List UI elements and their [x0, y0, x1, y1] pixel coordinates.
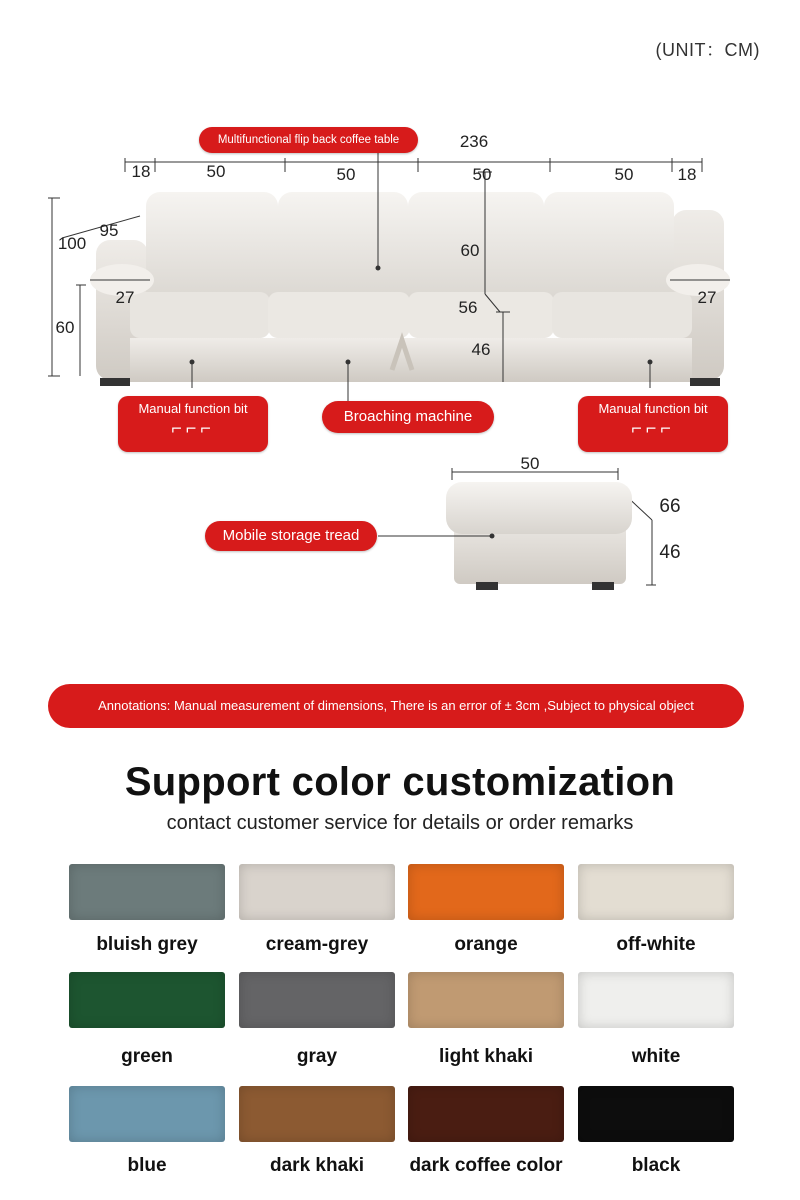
- dim-ottoman-width: 50: [520, 454, 540, 473]
- color-swatch[interactable]: [578, 1086, 734, 1142]
- dim-seat4: 50: [614, 165, 634, 184]
- measurement-notice: Annotations: Manual measurement of dimensions, There is an error of ± 3cm ,Subject to physical object: [48, 684, 744, 728]
- color-swatch[interactable]: [239, 864, 395, 920]
- color-swatch-label: green: [121, 1046, 173, 1067]
- dim-arm-right: 18: [677, 165, 697, 184]
- dim-back-height: 60: [460, 241, 480, 260]
- dim-total-width: 236: [459, 132, 489, 151]
- dim-seat-height: 46: [471, 340, 491, 359]
- callout-manual-left-label: Manual function bit: [138, 401, 248, 416]
- color-swatch-label: off-white: [616, 934, 696, 955]
- dim-ottoman-height: 46: [659, 542, 681, 563]
- callout-storage: Mobile storage tread: [205, 521, 377, 551]
- ottoman-illustration: [378, 468, 656, 590]
- dim-seat3: 50: [472, 165, 492, 184]
- callout-manual-right-label: Manual function bit: [598, 401, 708, 416]
- color-swatch-label: blue: [127, 1155, 167, 1176]
- color-swatch-label: gray: [296, 1046, 338, 1067]
- callout-coffee-table: Multifunctional flip back coffee table: [199, 127, 418, 153]
- dim-height: 100: [57, 234, 87, 253]
- color-swatch[interactable]: [69, 1086, 225, 1142]
- dim-arm-left: 18: [131, 162, 151, 181]
- color-swatch[interactable]: [239, 972, 395, 1028]
- color-swatch[interactable]: [408, 864, 564, 920]
- dim-seat1: 50: [206, 162, 226, 181]
- page-title: Support color customization: [124, 760, 676, 804]
- page-subtitle: contact customer service for details or order remarks: [166, 812, 634, 834]
- callout-manual-right: [578, 396, 728, 452]
- dim-arm-height: 60: [55, 318, 75, 337]
- color-swatch[interactable]: [239, 1086, 395, 1142]
- dim-ottoman-depth: 66: [659, 496, 681, 517]
- dim-seat-depth: 56: [458, 298, 478, 317]
- color-swatch[interactable]: [408, 1086, 564, 1142]
- recliner-positions-icon: ⌐⌐⌐: [631, 418, 675, 438]
- color-swatch-label: cream-grey: [265, 934, 369, 955]
- callout-broaching: Broaching machine: [322, 401, 494, 433]
- color-swatch[interactable]: [408, 972, 564, 1028]
- unit-label: (UNIT：CM): [655, 40, 760, 60]
- color-swatch-label: white: [631, 1046, 681, 1067]
- color-swatch-label: black: [631, 1155, 681, 1176]
- sofa-dimension-diagram: [0, 120, 800, 600]
- sofa-illustration: [90, 192, 730, 386]
- recliner-positions-icon: ⌐⌐⌐: [171, 418, 215, 438]
- color-swatch-label: dark khaki: [270, 1155, 364, 1176]
- color-swatch[interactable]: [578, 864, 734, 920]
- dim-arm-width-left: 27: [115, 288, 135, 307]
- color-swatch-label: light khaki: [439, 1046, 533, 1067]
- dim-depth: 95: [99, 221, 119, 240]
- callout-manual-left: [118, 396, 268, 452]
- color-swatch[interactable]: [69, 972, 225, 1028]
- dim-arm-width-right: 27: [697, 288, 717, 307]
- color-swatch-label: dark coffee color: [409, 1155, 563, 1176]
- color-swatch[interactable]: [69, 864, 225, 920]
- color-swatch-label: orange: [454, 934, 518, 955]
- color-swatch[interactable]: [578, 972, 734, 1028]
- dim-seat2: 50: [336, 165, 356, 184]
- color-swatch-label: bluish grey: [96, 934, 198, 955]
